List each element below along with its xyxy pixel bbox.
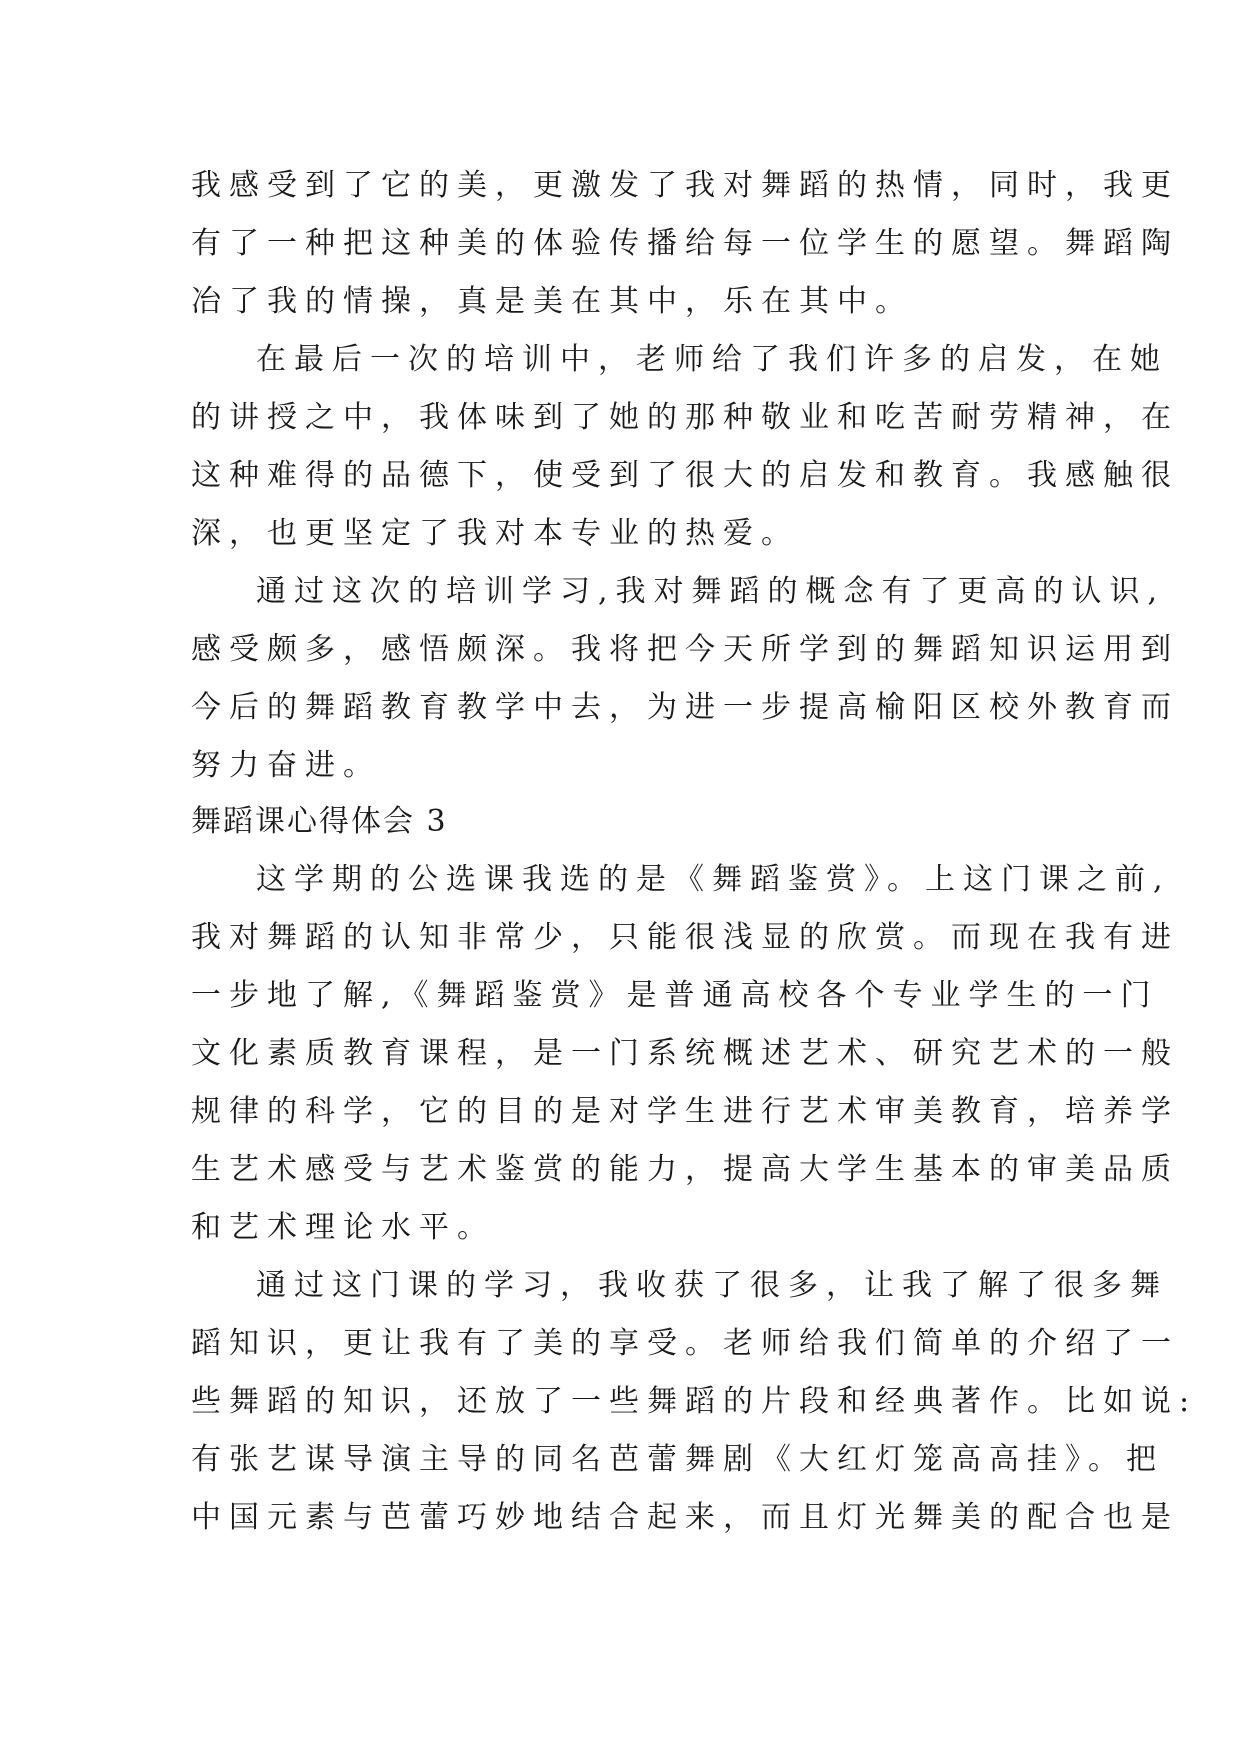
paragraph-1-line-3: 冶了我的情操，真是美在其中，乐在其中。 [191,284,913,319]
section-paragraph-1-line-2: 我对舞蹈的认知非常少，只能很浅显的欣赏。而现在我有进 [191,920,1179,955]
section-paragraph-1-line-7: 和艺术理论水平。 [191,1210,495,1245]
section-paragraph-2-line-5: 中国元素与芭蕾巧妙地结合起来，而且灯光舞美的配合也是 [191,1500,1179,1535]
paragraph-3-line-2: 感受颇多，感悟颇深。我将把今天所学到的舞蹈知识运用到 [191,632,1179,667]
section-paragraph-2-line-1: 通过这门课的学习，我收获了很多，让我了解了很多舞 [256,1268,1168,1303]
paragraph-2-line-2: 的讲授之中，我体味到了她的那种敬业和吃苦耐劳精神，在 [191,400,1179,435]
paragraph-3-line-3: 今后的舞蹈教育教学中去，为进一步提高榆阳区校外教育而 [191,690,1179,725]
paragraph-2-line-4: 深，也更坚定了我对本专业的热爱。 [191,516,799,551]
section-paragraph-1-line-6: 生艺术感受与艺术鉴赏的能力，提高大学生基本的审美品质 [191,1152,1179,1187]
paragraph-3-line-1: 通过这次的培训学习,我对舞蹈的概念有了更高的认识, [256,574,1166,609]
section-paragraph-1-line-4: 文化素质教育课程，是一门系统概述艺术、研究艺术的一般 [191,1036,1179,1071]
paragraph-3-line-4: 努力奋进。 [191,748,381,783]
paragraph-1-line-1: 我感受到了它的美，更激发了我对舞蹈的热情，同时，我更 [191,168,1179,203]
paragraph-1-line-2: 有了一种把这种美的体验传播给每一位学生的愿望。舞蹈陶 [191,226,1179,261]
section-paragraph-2-line-4: 有张艺谋导演主导的同名芭蕾舞剧《大红灯笼高高挂》。把 [191,1442,1164,1477]
section-paragraph-2-line-3: 些舞蹈的知识，还放了一些舞蹈的片段和经典著作。比如说: [191,1384,1198,1419]
paragraph-2-line-3: 这种难得的品德下，使受到了很大的启发和教育。我感触很 [191,458,1179,493]
section-paragraph-1-line-5: 规律的科学，它的目的是对学生进行艺术审美教育，培养学 [191,1094,1179,1129]
section-paragraph-2-line-2: 蹈知识，更让我有了美的享受。老师给我们简单的介绍了一 [191,1326,1179,1361]
section-heading: 舞蹈课心得体会 3 [191,804,448,839]
paragraph-2-line-1: 在最后一次的培训中，老师给了我们许多的启发，在她 [256,342,1168,377]
section-paragraph-1-line-3: 一步地了解,《舞蹈鉴赏》是普通高校各个专业学生的一门 [191,978,1159,1013]
section-paragraph-1-line-1: 这学期的公选课我选的是《舞蹈鉴赏》。上这门课之前, [256,862,1171,897]
